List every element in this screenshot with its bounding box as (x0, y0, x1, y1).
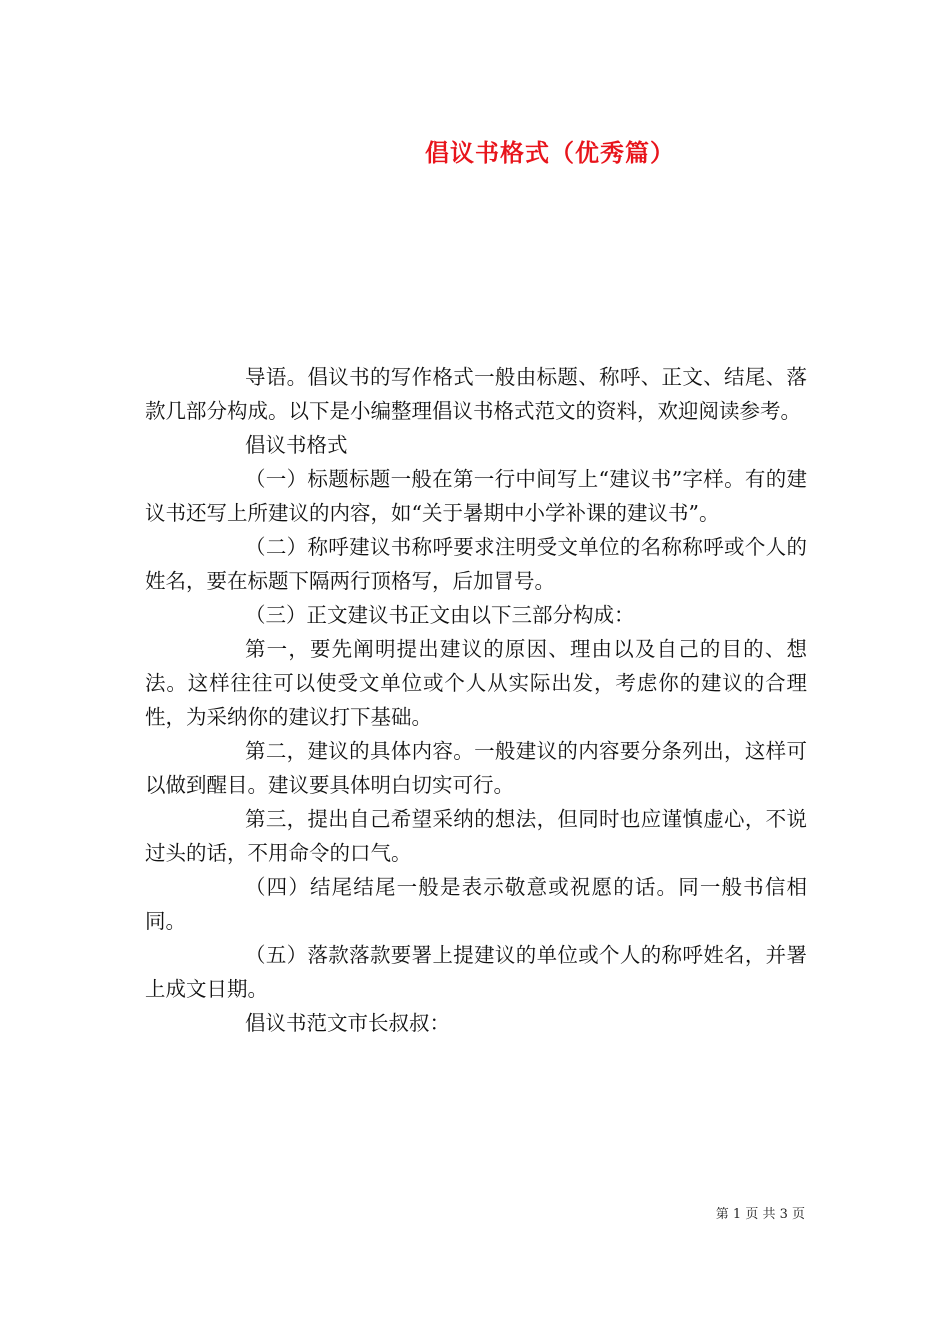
paragraph-body-first: 第一，要先阐明提出建议的原因、理由以及自己的目的、想法。这样往往可以使受文单位或个人从实际出发，考虑你的建议的合理性，为采纳你的建议打下基础。 (145, 637, 807, 729)
document-title: 倡议书格式（优秀篇） (425, 138, 675, 167)
page-footer: 第 1 页 共 3 页 (715, 1207, 805, 1222)
document-body (145, 360, 807, 1040)
paragraph-sample-start: 倡议书范文市长叔叔： (245, 1011, 450, 1035)
paragraph-closing-rule: （四）结尾结尾一般是表示敬意或祝愿的话。同一般书信相同。 (145, 875, 807, 933)
paragraph-salutation-rule: （二）称呼建议书称呼要求注明受文单位的名称称呼或个人的姓名，要在标题下隔两行顶格写，后加冒号。 (145, 535, 807, 593)
paragraph-body-second: 第二，建议的具体内容。一般建议的内容要分条列出，这样可以做到醒目。建议要具体明白切实可行。 (145, 739, 807, 797)
paragraph-section-heading: 倡议书格式 (245, 433, 348, 457)
paragraph-body-rule: （三）正文建议书正文由以下三部分构成： (245, 603, 635, 627)
paragraph-body-third: 第三，提出自己希望采纳的想法，但同时也应谨慎虚心，不说过头的话，不用命令的口气。 (145, 807, 807, 865)
paragraph-intro: 导语。倡议书的写作格式一般由标题、称呼、正文、结尾、落款几部分构成。以下是小编整理倡议书格式范文的资料，欢迎阅读参考。 (145, 365, 807, 423)
paragraph-title-rule: （一）标题标题一般在第一行中间写上“建议书”字样。有的建议书还写上所建议的内容，如“关于暑期中小学补课的建议书”。 (145, 467, 807, 525)
paragraph-signature-rule: （五）落款落款要署上提建议的单位或个人的称呼姓名，并署上成文日期。 (145, 943, 807, 1001)
